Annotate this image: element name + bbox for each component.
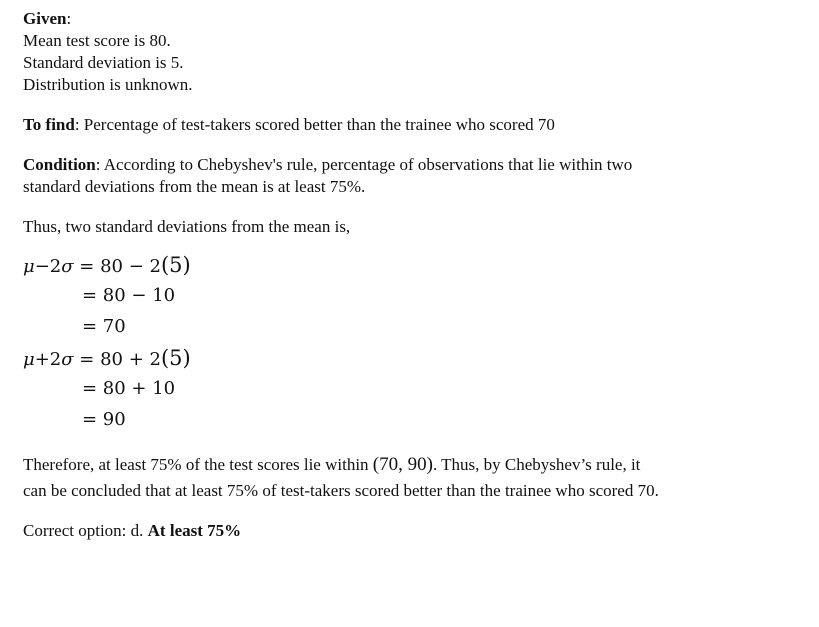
minus-two: −2 (34, 256, 62, 277)
sigma-symbol: σ (61, 256, 74, 277)
equation-step-6: = 90 (82, 409, 126, 430)
condition-line-2: standard deviations from the mean is at least 75%. (23, 177, 366, 196)
equation-step-5: = 80 + 10 (82, 378, 176, 399)
equation-step-2: = 80 − 10 (82, 285, 176, 306)
answer-line (23, 520, 803, 542)
given-heading: Given (23, 9, 67, 28)
given-std-dev: Standard deviation is 5. (23, 53, 184, 72)
to-find-text: : Percentage of test-takers scored better than the trainee who scored 70 (74, 115, 555, 134)
given-heading-line (23, 8, 803, 30)
answer-prefix: Correct option: d. (23, 521, 148, 540)
sigma-symbol: σ (61, 349, 74, 370)
conclusion-text-before: Therefore, at least 75% of the test scores lie within (23, 455, 373, 474)
equation-lower-bound (23, 254, 191, 278)
equation-paren: (5) (160, 253, 191, 277)
to-find-line (23, 114, 803, 136)
equation-step-3: = 70 (82, 316, 126, 337)
condition-text-1: : According to Chebyshev's rule, percentage of observations that lie within two (95, 155, 633, 174)
solution-document (23, 8, 803, 542)
interval-expression: (70, 90) (372, 454, 433, 475)
equation-rhs: = 80 − 2 (73, 256, 161, 277)
equation-upper-bound (23, 347, 191, 371)
answer-value: At least 75% (147, 521, 242, 540)
given-mean: Mean test score is 80. (23, 31, 171, 50)
equation-rhs: = 80 + 2 (73, 349, 161, 370)
thus-line: Thus, two standard deviations from the mean is, (23, 217, 351, 236)
conclusion-text-after: . Thus, by Chebyshev’s rule, it (432, 455, 641, 474)
equation-block (23, 254, 803, 436)
conclusion-line-1 (23, 452, 803, 478)
plus-two: +2 (34, 349, 62, 370)
equation-paren: (5) (160, 346, 191, 370)
conclusion-line-2: can be concluded that at least 75% of test-takers scored better than the trainee who scored 70. (23, 481, 659, 500)
to-find-heading: To find (23, 115, 75, 134)
mu-symbol: μ (23, 349, 35, 370)
given-distribution: Distribution is unknown. (23, 75, 193, 94)
condition-heading: Condition (23, 155, 96, 174)
condition-line-1 (23, 154, 803, 176)
given-colon: : (66, 9, 72, 28)
mu-symbol: μ (23, 256, 35, 277)
conclusion-paragraph (23, 452, 803, 504)
